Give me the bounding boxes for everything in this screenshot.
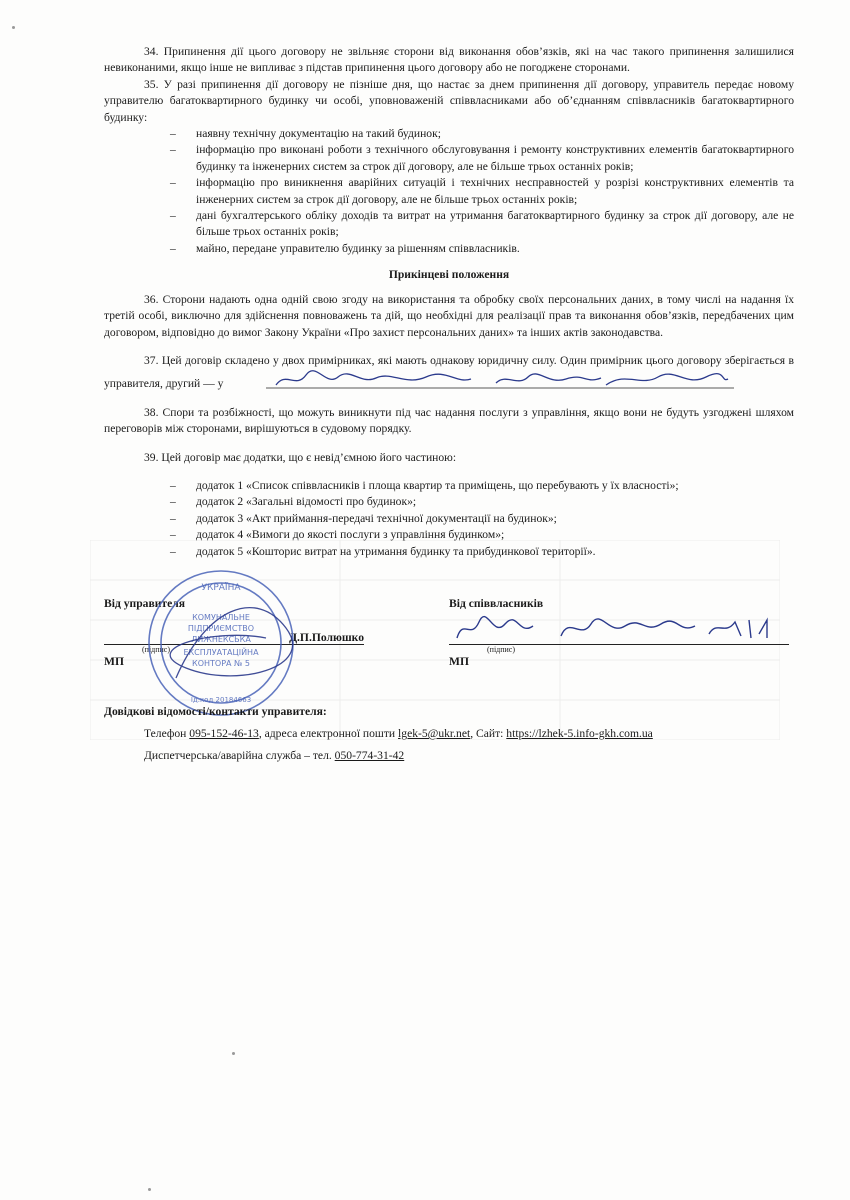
site-link[interactable]: https://lzhek-5.info-gkh.com.ua <box>506 727 653 740</box>
svg-text:ЛИЖНЕКСЬКА: ЛИЖНЕКСЬКА <box>191 635 251 644</box>
svg-text:Ід.код 20184663: Ід.код 20184663 <box>190 696 252 704</box>
coowners-signature-block <box>449 596 789 670</box>
handwritten-name-signature <box>226 369 696 387</box>
clause-35: 35. У разі припинення дії договору не пізніше дня, що настає за днем припинення дії договору, управитель передає новому управителю багатоквартирного будинку чи особі, уповноваженій співвласниками або об’єднанням співвласників багатоквартирного будинку: <box>104 77 794 124</box>
contacts-row-main <box>104 726 794 742</box>
svg-text:КОНТОРА № 5: КОНТОРА № 5 <box>192 659 250 668</box>
list-item: – наявну технічну документацію на такий будинок; <box>196 126 794 142</box>
svg-text:ПІДПРИЄМСТВО: ПІДПРИЄМСТВО <box>187 624 255 633</box>
list-item: – інформацію про виконані роботи з технічного обслуговування і ремонту конструктивних елементів багатоквартирного будинку та інженерних систем за строк дії договору, але не більше трьох останніх років; <box>196 142 794 175</box>
coowners-handwritten-signature <box>449 612 789 644</box>
clause-36: 36. Сторони надають одна одній свою згоду на використання та обробку своїх персональних даних, в тому числі на надання їх третій особі, виключно для здійснення повноважень та дій, що необхідні для реалізації прав та виконання обов’язків, передбачених цим договором, відповідно до вимог Закону України «Про захист персональних даних» та інших актів законодавства. <box>104 292 794 339</box>
manager-seal-mark: МП <box>104 655 124 668</box>
clause-37-text: 37. Цей договір складено у двох примірниках, які мають однакову юридичну силу. Один примірник цього договору зберігається в управителя, другий — у <box>104 353 794 391</box>
clause-34: 34. Припинення дії цього договору не звільняє сторони від виконання обов’язків, які на час такого припинення залишилися невиконаними, якщо інше не випливає з підстав припинення цього договору або не погоджене сторонами. <box>104 45 794 75</box>
list-item: – інформацію про виникнення аварійних ситуацій і технічних несправностей у розрізі конструктивних елементів та інженерних систем за строк дії договору, але не більше трьох останніх років; <box>196 175 794 208</box>
clause-39: 39. Цей договір має додатки, що є невід’ємною його частиною: <box>144 450 457 464</box>
dispatch-label: Диспетчерська/аварійна служба – тел. <box>144 749 332 762</box>
coowners-seal-mark: МП <box>449 655 469 668</box>
list-item: – додаток 5 «Кошторис витрат на утримання будинку та прибудинкової території». <box>196 544 794 560</box>
phone-link[interactable]: 095-152-46-13 <box>189 727 259 740</box>
manager-signature-title: Від управителя <box>104 597 185 610</box>
email-link[interactable]: lgek-5@ukr.net <box>398 727 471 740</box>
email-label: , адреса електронної пошти <box>258 727 396 740</box>
list-item: – дані бухгалтерського обліку доходів та витрат на утримання багатоквартирного будинку за строк дії договору, але не більше трьох останніх років; <box>196 208 794 241</box>
svg-text:ЕКСПЛУАТАЦІЙНА: ЕКСПЛУАТАЦІЙНА <box>183 648 259 657</box>
contacts-row-dispatch <box>104 748 794 764</box>
clause-39-list <box>104 478 794 560</box>
coowners-signature-title: Від співвласників <box>449 597 544 610</box>
coowners-signature-line <box>449 614 789 645</box>
list-item: – додаток 3 «Акт приймання-передачі технічної документації на будинок»; <box>196 511 794 527</box>
svg-text:КОМУНАЛЬНЕ: КОМУНАЛЬНЕ <box>192 613 250 622</box>
clause-35-list <box>104 126 794 257</box>
phone-label: Телефон <box>144 727 187 740</box>
contacts-section <box>104 704 794 764</box>
list-item: – додаток 4 «Вимоги до якості послуги з управління будинком»; <box>196 527 794 543</box>
scan-artifact <box>232 1052 235 1055</box>
scan-artifact <box>148 1188 151 1191</box>
manager-signature-caption: (підпис) <box>142 645 171 654</box>
manager-name: Д.П.Полюшко <box>289 631 364 644</box>
dispatch-phone-link[interactable]: 050-774-31-42 <box>334 749 405 762</box>
svg-text:УКРАЇНА: УКРАЇНА <box>201 583 241 593</box>
coowners-signature-caption: (підпис) <box>487 645 516 654</box>
site-label: , Сайт: <box>470 727 504 740</box>
document-body <box>104 44 794 560</box>
clause-38: 38. Спори та розбіжності, що можуть виникнути під час надання послуги з управління, якщо вони не будуть узгоджені шляхом переговорів між сторонами, вирішуються в судовому порядку. <box>104 405 794 436</box>
scan-artifact <box>12 26 15 29</box>
list-item: – майно, передане управителю будинку за рішенням співвласників. <box>196 241 794 257</box>
contacts-heading: Довідкові відомості/контакти управителя: <box>104 705 327 718</box>
list-item: – додаток 1 «Список співвласників і площа квартир та приміщень, що перебувають у їх власності»; <box>196 478 794 494</box>
section-title: Прикінцеві положення <box>388 268 510 282</box>
clause-37 <box>104 353 794 393</box>
list-item: – додаток 2 «Загальні відомості про будинок»; <box>196 494 794 510</box>
round-stamp-icon <box>146 568 296 718</box>
